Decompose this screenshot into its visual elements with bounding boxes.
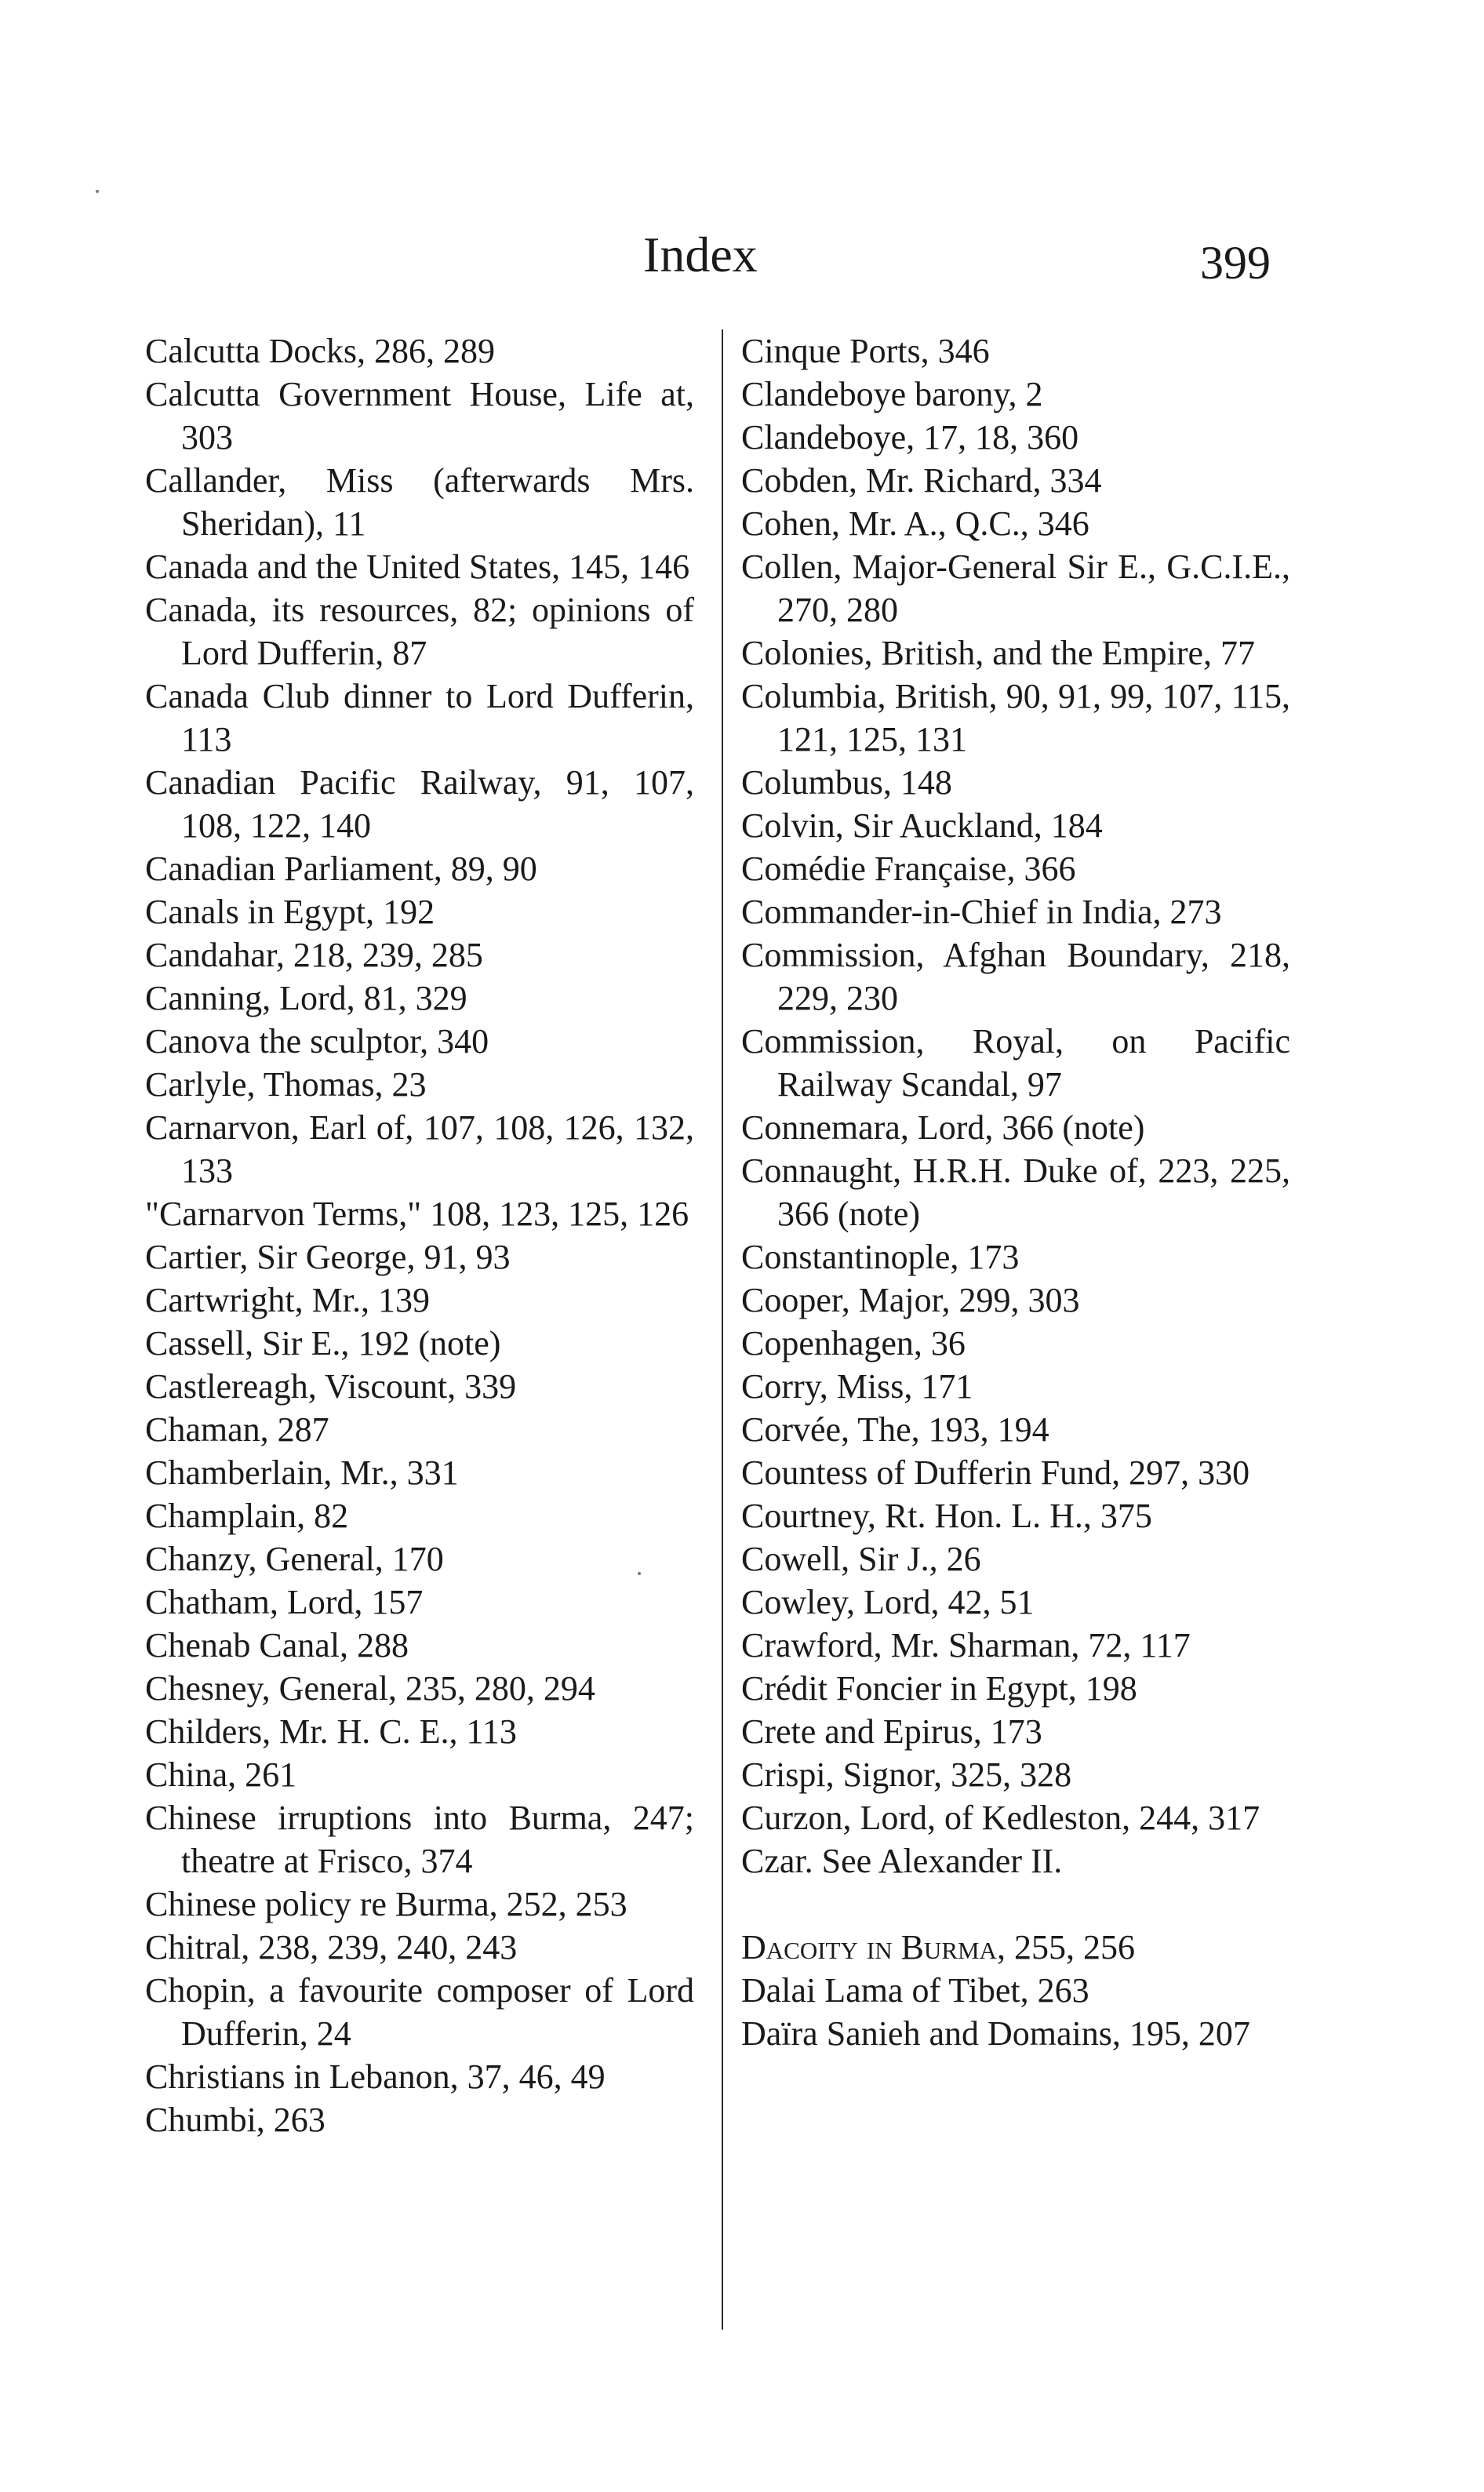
index-entry: Crispi, Signor, 325, 328: [741, 1755, 1072, 1794]
index-entry: Dacoity in Burma, 255, 256: [741, 1928, 1135, 1966]
index-entry: Collen, Major-General Sir E., G.C.I.E., 270, 280: [741, 548, 1290, 629]
index-entry: Chaman, 287: [145, 1410, 329, 1449]
index-entry: "Carnarvon Terms," 108, 123, 125, 126: [145, 1195, 689, 1233]
index-entry: Cobden, Mr. Richard, 334: [741, 461, 1102, 500]
index-entry: Chesney, General, 235, 280, 294: [145, 1669, 595, 1708]
index-entry: China, 261: [145, 1755, 297, 1794]
index-entry: Comédie Française, 366: [741, 849, 1076, 888]
index-entry: Copenhagen, 36: [741, 1324, 966, 1362]
index-entry: Colonies, British, and the Empire, 77: [741, 634, 1256, 672]
index-entry: Cohen, Mr. A., Q.C., 346: [741, 504, 1089, 543]
index-entry: Canadian Parliament, 89, 90: [145, 849, 537, 888]
index-entry: Cowley, Lord, 42, 51: [741, 1583, 1035, 1621]
index-entry: Chenab Canal, 288: [145, 1626, 409, 1664]
index-entry: Cartier, Sir George, 91, 93: [145, 1238, 511, 1276]
index-entry: Corvée, The, 193, 194: [741, 1410, 1049, 1449]
index-entry: Cooper, Major, 299, 303: [741, 1281, 1080, 1319]
scan-speck: [96, 190, 99, 193]
index-entry: Cartwright, Mr., 139: [145, 1281, 430, 1319]
index-entry: Canada and the United States, 145, 146: [145, 548, 690, 586]
index-entry: Chumbi, 263: [145, 2101, 326, 2139]
index-entry: Canadian Pacific Railway, 91, 107, 108, 122, 140: [145, 763, 694, 845]
index-entry: Castlereagh, Viscount, 339: [145, 1367, 517, 1406]
index-entry: Dalai Lama of Tibet, 263: [741, 1971, 1089, 2010]
index-entry: Champlain, 82: [145, 1497, 349, 1535]
index-entry: Chopin, a favourite composer of Lord Dufferin, 24: [145, 1971, 694, 2053]
index-entry: Chinese irruptions into Burma, 247; theatre at Frisco, 374: [145, 1799, 694, 1880]
index-entry: Chanzy, General, 170: [145, 1540, 444, 1578]
index-entry: Crawford, Mr. Sharman, 72, 117: [741, 1626, 1191, 1664]
index-entry: Canning, Lord, 81, 329: [145, 979, 467, 1017]
index-entry: Curzon, Lord, of Kedleston, 244, 317: [741, 1799, 1260, 1837]
index-entry: Cowell, Sir J., 26: [741, 1540, 981, 1578]
index-entry: Colvin, Sir Auckland, 184: [741, 806, 1103, 845]
index-entry: Clandeboye barony, 2: [741, 375, 1043, 413]
index-entry: Childers, Mr. H. C. E., 113: [145, 1712, 517, 1751]
index-entry: Cassell, Sir E., 192 (note): [145, 1324, 501, 1362]
index-column-left: [145, 329, 694, 2141]
index-entry: Carlyle, Thomas, 23: [145, 1065, 427, 1104]
index-entry: Chatham, Lord, 157: [145, 1583, 424, 1621]
index-entry: Candahar, 218, 239, 285: [145, 936, 483, 974]
index-entry: Commander-in-Chief in India, 273: [741, 893, 1222, 931]
index-entry: Canada, its resources, 82; opinions of Lord Dufferin, 87: [145, 591, 694, 672]
page-number: 399: [1200, 237, 1271, 289]
index-entry: Cinque Ports, 346: [741, 332, 990, 370]
index-entry: Connaught, H.R.H. Duke of, 223, 225, 366 (note): [741, 1151, 1290, 1233]
index-entry: Constantinople, 173: [741, 1238, 1020, 1276]
column-divider: [722, 329, 723, 2330]
index-entry: Crédit Foncier in Egypt, 198: [741, 1669, 1137, 1708]
index-entry: Calcutta Docks, 286, 289: [145, 332, 496, 370]
scan-speck: [638, 1572, 641, 1575]
index-entry: Callander, Miss (afterwards Mrs. Sheridan), 11: [145, 461, 694, 543]
index-entry: Chitral, 238, 239, 240, 243: [145, 1928, 518, 1966]
page-title: Index: [643, 227, 758, 282]
index-entry: Commission, Royal, on Pacific Railway Scandal, 97: [741, 1022, 1290, 1104]
index-column-right: [741, 329, 1290, 2055]
index-entry: Commission, Afghan Boundary, 218, 229, 230: [741, 936, 1290, 1017]
index-entry: Chamberlain, Mr., 331: [145, 1453, 459, 1492]
index-entry: Crete and Epirus, 173: [741, 1712, 1042, 1751]
index-entry: Columbia, British, 90, 91, 99, 107, 115, 121, 125, 131: [741, 677, 1290, 759]
index-entry: Calcutta Government House, Life at, 303: [145, 375, 694, 457]
index-entry: Canada Club dinner to Lord Dufferin, 113: [145, 677, 694, 759]
index-entry: Countess of Dufferin Fund, 297, 330: [741, 1453, 1250, 1492]
index-entry: Christians in Lebanon, 37, 46, 49: [145, 2057, 606, 2096]
index-entry: Courtney, Rt. Hon. L. H., 375: [741, 1497, 1152, 1535]
index-entry: Connemara, Lord, 366 (note): [741, 1108, 1145, 1147]
index-entry: Canals in Egypt, 192: [145, 893, 435, 931]
index-entry: Czar. See Alexander II.: [741, 1842, 1063, 1880]
index-entry: Columbus, 148: [741, 763, 952, 802]
index-entry: Clandeboye, 17, 18, 360: [741, 418, 1079, 457]
index-entry: Corry, Miss, 171: [741, 1367, 973, 1406]
index-entry: Chinese policy re Burma, 252, 253: [145, 1885, 627, 1923]
index-entry: Canova the sculptor, 340: [145, 1022, 489, 1060]
index-entry: Daïra Sanieh and Domains, 195, 207: [741, 2014, 1250, 2053]
index-entry: Carnarvon, Earl of, 107, 108, 126, 132, 133: [145, 1108, 694, 1190]
